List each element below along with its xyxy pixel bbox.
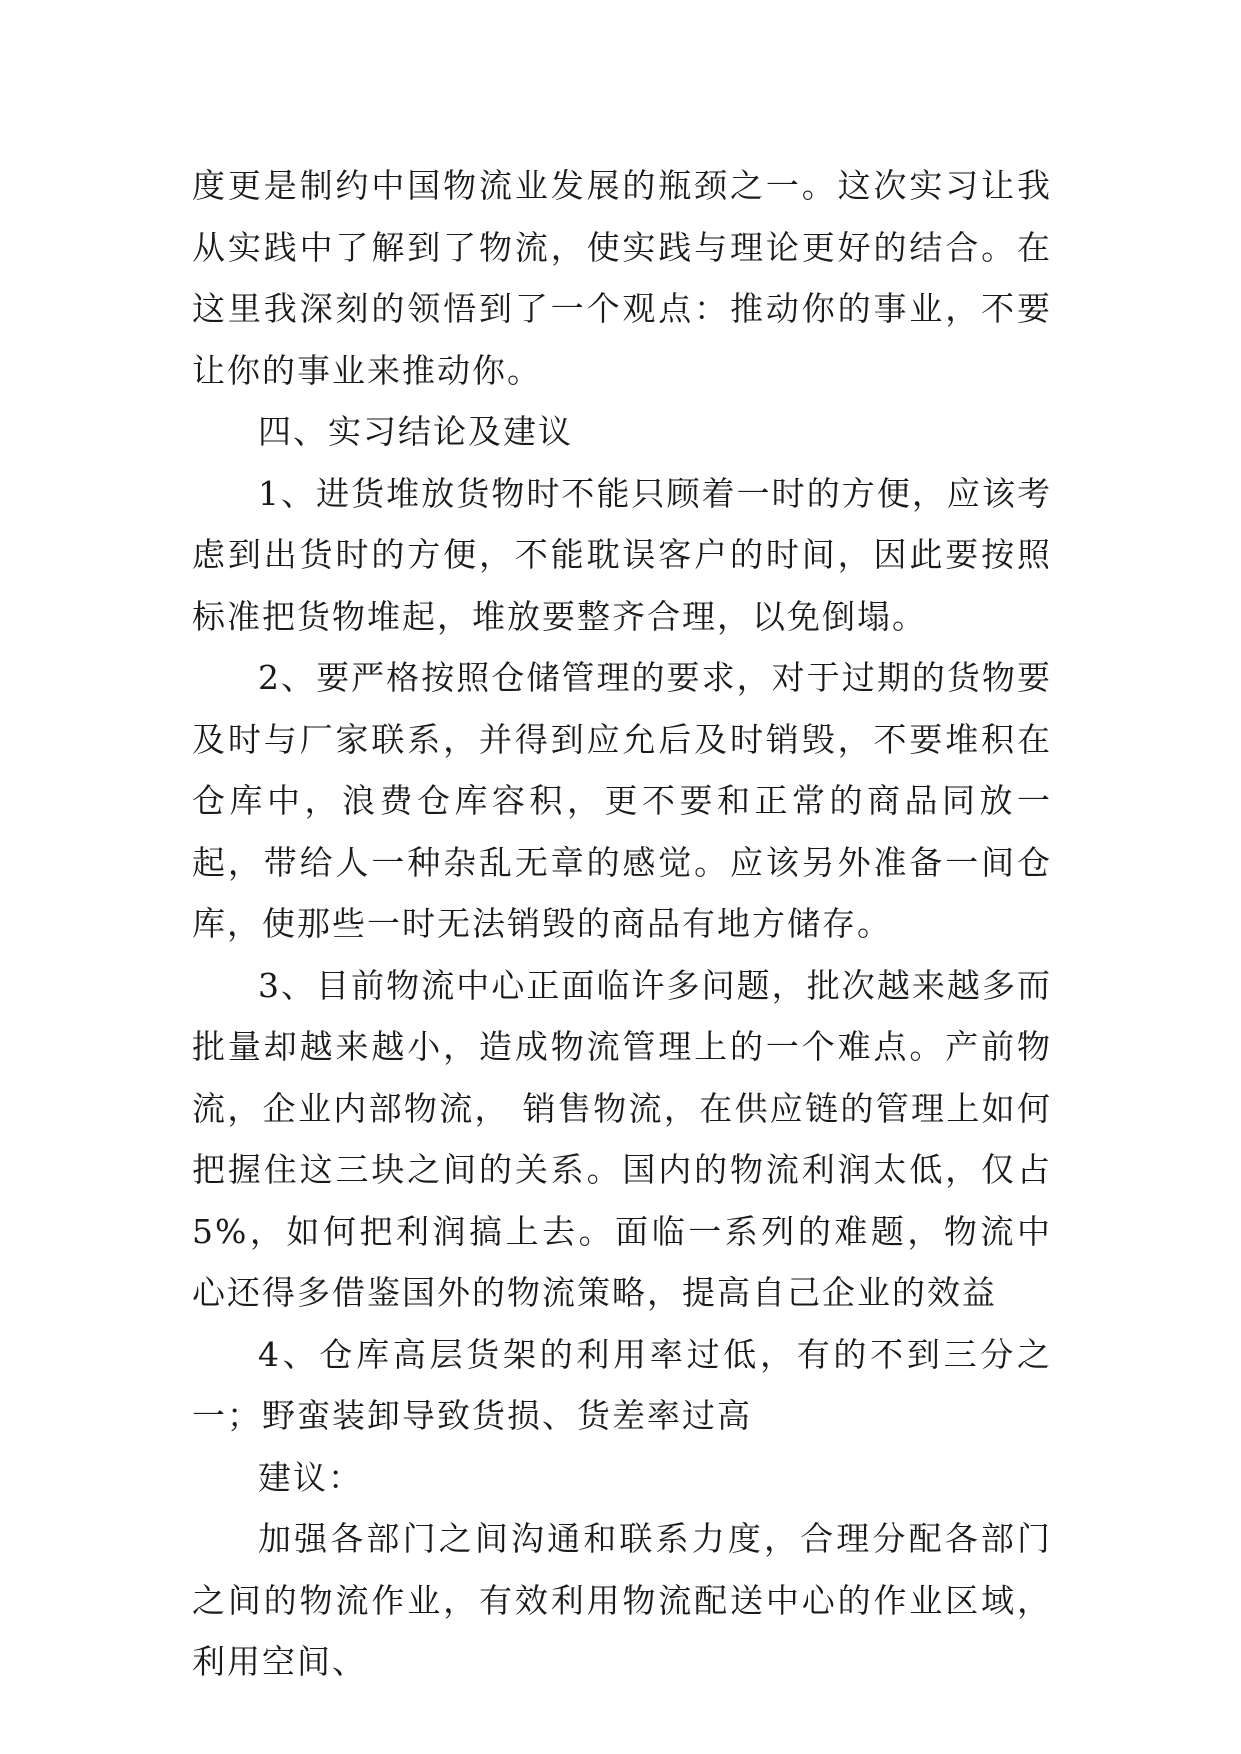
paragraph-item-4: 4、仓库高层货架的利用率过低，有的不到三分之一；野蛮装卸导致货损、货差率过高 — [192, 1334, 1052, 1435]
paragraph-item-3: 3、目前物流中心正面临许多问题，批次越来越多而批量却越来越小，造成物流管理上的一个难点。产前物流，企业内部物流， 销售物流，在供应链的管理上如何把握住这三块之间的关系。国内的物流利润太低，仅占5%，如何把利润搞上去。面临一系列的难题，物流中心还得多借鉴国外的物流策略，提高自己企业的效益 — [192, 965, 1052, 1312]
paragraph-item-1: 1、进货堆放货物时不能只顾着一时的方便，应该考虑到出货时的方便，不能耽误客户的时间，因此要按照标准把货物堆起，堆放要整齐合理，以免倒塌。 — [192, 473, 1052, 636]
paragraph-item-2: 2、要严格按照仓储管理的要求，对于过期的货物要及时与厂家联系，并得到应允后及时销毁，不要堆积在仓库中，浪费仓库容积，更不要和正常的商品同放一起，带给人一种杂乱无章的感觉。应该另外准备一间仓库，使那些一时无法销毁的商品有地方储存。 — [192, 658, 1052, 943]
document-body — [192, 155, 1052, 1693]
paragraph-continuation: 度更是制约中国物流业发展的瓶颈之一。这次实习让我从实践中了解到了物流，使实践与理论更好的结合。在这里我深刻的领悟到了一个观点：推动你的事业，不要让你的事业来推动你。 — [192, 166, 1052, 390]
suggestion-heading: 建议： — [258, 1457, 363, 1497]
paragraph-suggestion: 加强各部门之间沟通和联系力度，合理分配各部门之间的物流作业，有效利用物流配送中心的作业区域，利用空间、 — [192, 1519, 1052, 1681]
section-heading-conclusions: 四、实习结论及建议 — [258, 412, 573, 451]
